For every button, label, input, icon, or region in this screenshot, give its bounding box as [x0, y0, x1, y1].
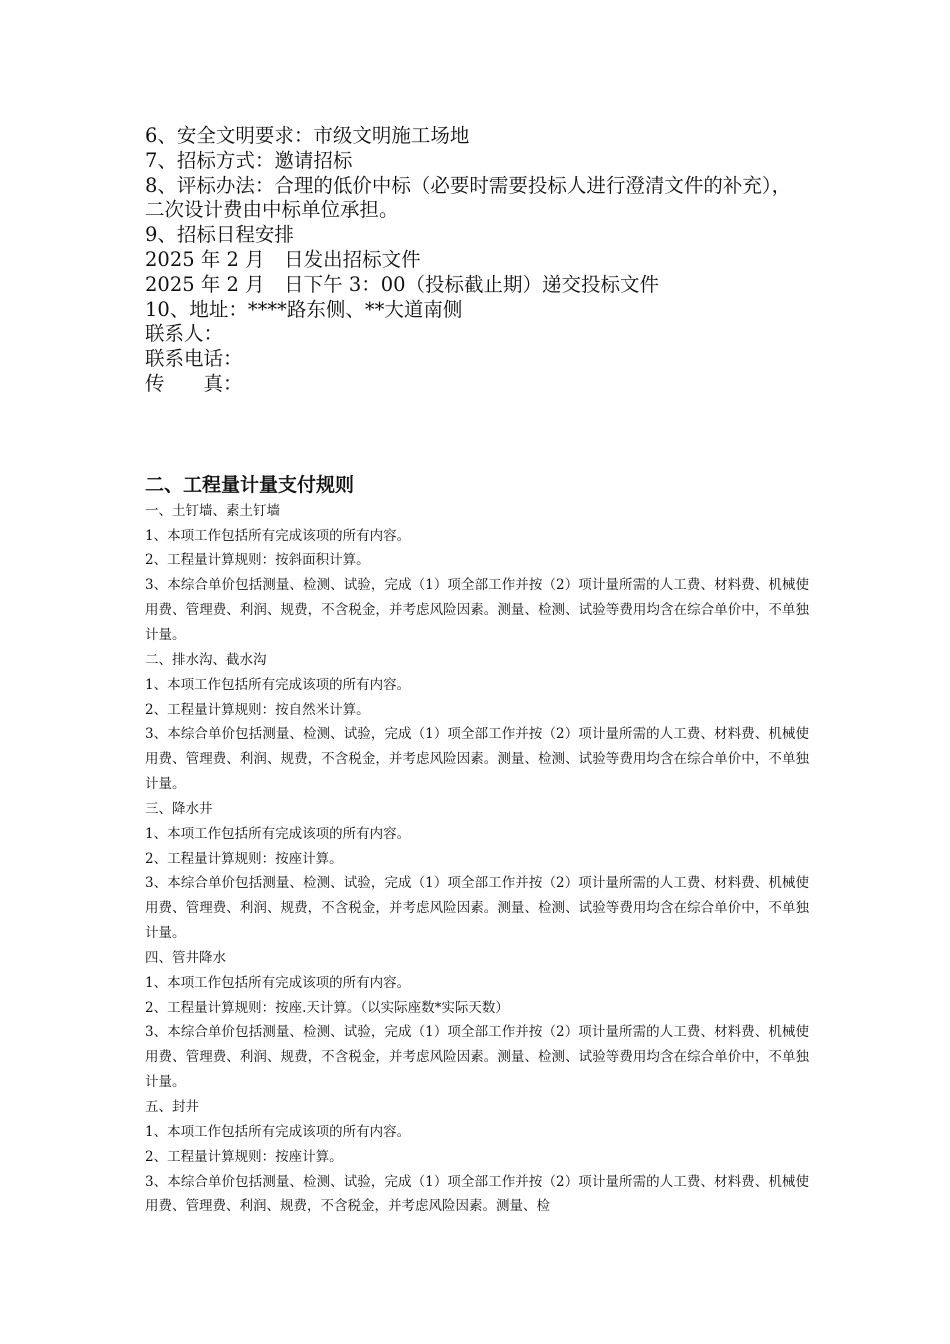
rule-paragraph: 3、本综合单价包括测量、检测、试验，完成（1）项全部工作并按（2）项计量所需的人工费、材料费、机械使用费、管理费、利润、规费，不含税金，并考虑风险因素。测量、检测、试验等费用均含在综合单价中，不单独计量。 [145, 577, 809, 643]
rule-paragraph: 1、本项工作包括所有完成该项的所有内容。 [145, 676, 411, 693]
subsection-heading: 四、管井降水 [145, 949, 226, 966]
rule-paragraph: 3、本综合单价包括测量、检测、试验，完成（1）项全部工作并按（2）项计量所需的人工费、材料费、机械使用费、管理费、利润、规费，不含税金，并考虑风险因素。测量、检测、试验等费用均含在综合单价中，不单独计量。 [145, 726, 809, 793]
address-line: 10、地址：****路东侧、**大道南侧 [145, 297, 463, 321]
rule-paragraph: 2、工程量计算规则：按座.天计算。（以实际座数*实际天数） [145, 999, 509, 1016]
safety-requirement-line: 6、安全文明要求：市级文明施工场地 [145, 124, 470, 147]
rule-paragraph: 2、工程量计算规则：按自然米计算。 [145, 701, 370, 718]
subsection-heading: 一、土钉墙、素土钉墙 [145, 502, 280, 519]
fax-line: 传 真： [145, 371, 243, 395]
tender-info-block [145, 124, 809, 397]
subsection-heading: 三、降水井 [145, 800, 213, 817]
rule-paragraph: 1、本项工作包括所有完成该项的所有内容。 [145, 1123, 411, 1140]
rule-paragraph: 2、工程量计算规则：按座计算。 [145, 1148, 343, 1165]
rule-paragraph: 1、本项工作包括所有完成该项的所有内容。 [145, 974, 411, 991]
schedule-issue-line: 2025 年 2 月 日发出招标文件 [145, 247, 421, 271]
rule-paragraph: 1、本项工作包括所有完成该项的所有内容。 [145, 527, 411, 544]
section-spacer [145, 397, 809, 471]
document-page [145, 124, 809, 1219]
subsection-heading: 五、封井 [145, 1099, 199, 1116]
rule-paragraph: 2、工程量计算规则：按座计算。 [145, 850, 343, 867]
rule-paragraph: 1、本项工作包括所有完成该项的所有内容。 [145, 825, 411, 842]
evaluation-method-line: 8、评标办法：合理的低价中标（必要时需要投标人进行澄清文件的补充），二次设计费由中标单位承担。 [145, 173, 792, 222]
rule-paragraph: 3、本综合单价包括测量、检测、试验，完成（1）项全部工作并按（2）项计量所需的人工费、材料费、机械使用费、管理费、利润、规费，不含税金，并考虑风险因素。测量、检测、试验等费用均含在综合单价中，不单独计量。 [145, 875, 809, 942]
contact-phone-line: 联系电话： [145, 347, 243, 371]
rule-paragraph: 3、本综合单价包括测量、检测、试验，完成（1）项全部工作并按（2）项计量所需的人工费、材料费、机械使用费、管理费、利润、规费，不含税金，并考虑风险因素。测量、检测、试验等费用均含在综合单价中，不单独计量。 [145, 1024, 809, 1091]
contact-person-line: 联系人： [145, 322, 224, 346]
tender-method-line: 7、招标方式：邀请招标 [145, 148, 353, 172]
measurement-rules-body [145, 499, 809, 1219]
rule-paragraph: 2、工程量计算规则：按斜面积计算。 [145, 552, 370, 569]
subsection-heading: 二、排水沟、截水沟 [145, 651, 267, 668]
rule-paragraph: 3、本综合单价包括测量、检测、试验，完成（1）项全部工作并按（2）项计量所需的人工费、材料费、机械使用费、管理费、利润、规费，不含税金，并考虑风险因素。测量、检 [145, 1173, 809, 1215]
schedule-heading-line: 9、招标日程安排 [145, 223, 294, 247]
schedule-submit-line: 2025 年 2 月 日下午 3：00（投标截止期）递交投标文件 [145, 272, 660, 296]
section-title: 二、工程量计量支付规则 [145, 473, 355, 496]
